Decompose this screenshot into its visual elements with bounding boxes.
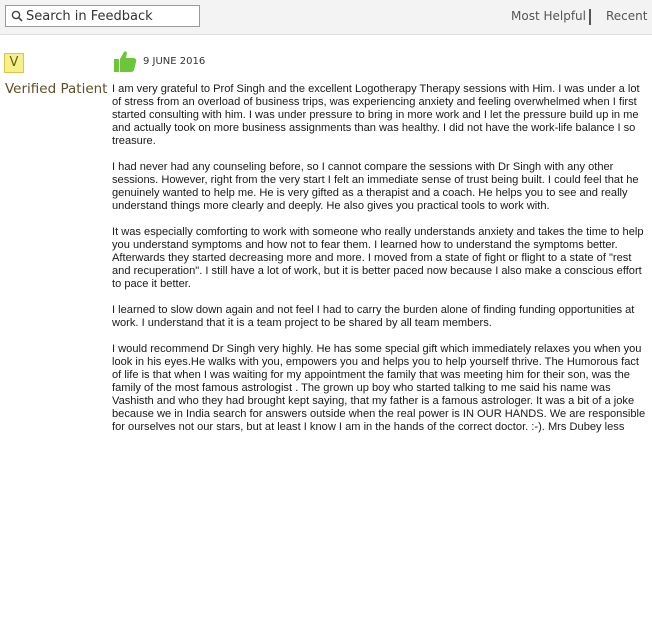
review-paragraph-last — [112, 343, 648, 434]
sort-divider — [589, 9, 591, 25]
search-input[interactable] — [26, 7, 196, 25]
sort-recent[interactable]: Recent — [606, 9, 648, 23]
review-paragraph: I had never had any counseling before, so I cannot compare the sessions with Dr Singh with any other sessions. However, right from the very start I felt an immediate sense of trust being built. I could feel that he genuinely wanted to help me. He is very gifted as a therapist and a coach. He helps you to see and really understand things more clearly and deeply. He also gives you practical tools to work with. — [112, 161, 639, 212]
review-author: Verified Patient — [5, 81, 108, 97]
review-body — [112, 83, 648, 447]
less-link[interactable]: less — [604, 421, 625, 433]
sort-most-helpful[interactable]: Most Helpful — [511, 9, 586, 23]
review-paragraph: It was especially comforting to work with someone who really understands anxiety and takes the time to help you understand symptoms and how not to fear them. I learned how to understand the symptoms better. Afterwards they started decreasing more and more. I moved from a state of fight or flight to a state of "rest and recuperation". I still have a lot of work, but it is better paced now because I also make a conscious effort to pace it better. — [112, 226, 644, 290]
thumbs-up-icon[interactable] — [113, 50, 137, 73]
feedback-toolbar — [0, 0, 652, 35]
review-date: 9 JUNE 2016 — [143, 56, 206, 67]
review-paragraph-text: I would recommend Dr Singh very highly. He has some special gift which immediately relaxes you when you look in his eyes.He walks with you, empowers you and helps you to help yourself thrive. The Humorous fact of life is that when I was waiting for my appointment the family that was meeting him for their son, was the family of the most famous astrologist . The grown up boy who started talking to me said his name was Vashisth and who they had brought kept saying, that my father is a famous astrologer. It was a bit of a joke because we in India search for answers outside when the real power is IN OUR HANDS. We are responsible for ourselves not our stars, but at least I know I am in the hands of the correct doctor. :-). Mrs Dubey — [112, 343, 646, 433]
review-paragraph: I learned to slow down again and not feel I had to carry the burden alone of finding funding opportunities at work. I understand that it is a team project to be shared by all team members. — [112, 304, 635, 329]
avatar: V — [4, 53, 24, 73]
search-icon — [11, 10, 23, 22]
review-paragraph: I am very grateful to Prof Singh and the excellent Logotherapy Therapy sessions with Him. I was under a lot of stress from an overload of business trips, was experiencing anxiety and feeling overwhelmed when I first started consulting with him. I was under pressure to bring in more work and I let the pressure build up in me and actually took on more business assignments than was healthy. I did not have the work-life balance I so treasure. — [112, 83, 640, 147]
search-box[interactable] — [5, 5, 200, 27]
